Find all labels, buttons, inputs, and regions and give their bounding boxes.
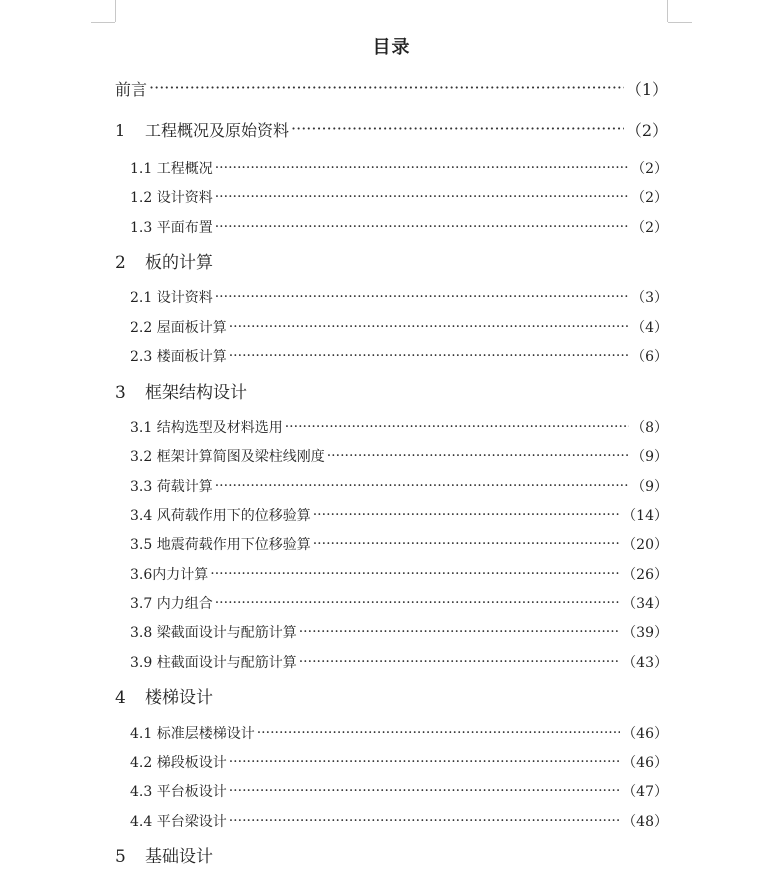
- toc-entry-section[interactable]: [130, 316, 668, 338]
- toc-entry-section[interactable]: [130, 810, 668, 832]
- leader-dots: [215, 475, 629, 497]
- leader-dots: [215, 592, 620, 614]
- chapter-title: 工程概况及原始资料: [145, 120, 290, 140]
- toc-entry-label: 4.4 平台梁设计: [130, 814, 227, 830]
- toc-entry-label: 3.2 框架计算简图及梁柱线刚度: [130, 449, 325, 465]
- leader-dots: [229, 345, 629, 367]
- toc-entry-page: （43）: [622, 655, 668, 671]
- chapter-number: 1: [115, 120, 126, 140]
- toc-entry-page: （46）: [622, 755, 668, 771]
- toc-entry-section[interactable]: [130, 780, 668, 802]
- toc-entry-section[interactable]: [130, 621, 668, 643]
- toc-entry-page: （9）: [631, 479, 668, 495]
- leader-dots: [229, 780, 620, 802]
- toc-entry-section[interactable]: [130, 216, 668, 238]
- leader-dots: [313, 533, 620, 555]
- leader-dots: [215, 157, 629, 179]
- toc-entry-label: 3.1 结构选型及材料选用: [130, 420, 283, 436]
- leader-dots: [215, 186, 629, 208]
- toc-chapter-heading[interactable]: [115, 842, 213, 867]
- toc-entry-label: 1.1 工程概况: [130, 161, 213, 177]
- toc-entry-page: （46）: [622, 726, 668, 742]
- toc-entry-preface[interactable]: [115, 77, 668, 99]
- leader-dots: [215, 286, 629, 308]
- toc-entry-page: （2）: [631, 161, 668, 177]
- toc-entry-page: （4）: [631, 320, 668, 336]
- leader-dots: [215, 216, 629, 238]
- leader-dots: [229, 316, 629, 338]
- toc-entry-section[interactable]: [130, 592, 668, 614]
- toc-entry-page: （20）: [622, 537, 668, 553]
- toc-entry-section[interactable]: [130, 157, 668, 179]
- toc-entry-page: （1）: [625, 79, 668, 99]
- toc-entry-page: （39）: [622, 625, 668, 641]
- chapter-title: 楼梯设计: [145, 688, 213, 708]
- toc-entry-label: 4.3 平台板设计: [130, 784, 227, 800]
- page-corner-mark-top-right: [667, 0, 668, 22]
- toc-entry-label: 2.2 屋面板计算: [130, 320, 227, 336]
- leader-dots: [229, 810, 620, 832]
- toc-entry-label: 3.7 内力组合: [130, 596, 213, 612]
- leader-dots: [210, 563, 620, 585]
- chapter-number: 5: [115, 847, 126, 867]
- toc-entry-label: 3.6内力计算: [130, 567, 209, 583]
- toc-entry-label: 3.5 地震荷载作用下位移验算: [130, 537, 311, 553]
- toc-entry-page: （8）: [631, 420, 668, 436]
- toc-entry-label: 3.8 梁截面设计与配筋计算: [130, 625, 297, 641]
- toc-title: 目录: [372, 37, 411, 58]
- toc-entry-section[interactable]: [130, 475, 668, 497]
- chapter-number: 4: [115, 688, 126, 708]
- toc-entry-section[interactable]: [130, 751, 668, 773]
- chapter-title: 框架结构设计: [145, 383, 247, 403]
- chapter-title: 基础设计: [145, 847, 213, 867]
- toc-entry-chapter-1[interactable]: [115, 118, 668, 140]
- toc-entry-label: 1.2 设计资料: [130, 190, 213, 206]
- toc-chapter-heading[interactable]: [115, 248, 213, 273]
- toc-entry-label: 3.3 荷载计算: [130, 479, 213, 495]
- toc-entry-page: （26）: [622, 567, 668, 583]
- toc-entry-label: [115, 118, 289, 141]
- toc-entry-label: 4.1 标准层楼梯设计: [130, 726, 255, 742]
- toc-entry-page: （34）: [622, 596, 668, 612]
- toc-entry-section[interactable]: [130, 286, 668, 308]
- leader-dots: [299, 651, 620, 673]
- toc-entry-page: （3）: [631, 290, 668, 306]
- toc-chapter-heading[interactable]: [115, 683, 213, 708]
- toc-entry-page: （2）: [625, 120, 668, 140]
- leader-dots: [229, 751, 620, 773]
- chapter-number: 3: [115, 383, 126, 403]
- page-corner-mark-top-right-h: [668, 22, 692, 23]
- toc-entry-label: 2.3 楼面板计算: [130, 349, 227, 365]
- chapter-title: 板的计算: [145, 253, 213, 273]
- leader-dots: [149, 77, 624, 99]
- toc-entry-section[interactable]: [130, 504, 668, 526]
- leader-dots: [285, 416, 629, 438]
- toc-entry-label: 3.4 风荷载作用下的位移验算: [130, 508, 311, 524]
- toc-entry-label: 4.2 梯段板设计: [130, 755, 227, 771]
- toc-entry-page: （9）: [631, 449, 668, 465]
- toc-entry-label: 2.1 设计资料: [130, 290, 213, 306]
- page-corner-mark-top-left: [115, 0, 116, 22]
- leader-dots: [257, 722, 620, 744]
- toc-entry-section[interactable]: [130, 416, 668, 438]
- leader-dots: [291, 118, 624, 140]
- page-corner-mark-top-left-h: [91, 22, 115, 23]
- toc-entry-label: 1.3 平面布置: [130, 220, 213, 236]
- toc-entry-section[interactable]: [130, 345, 668, 367]
- toc-entry-label: 3.9 柱截面设计与配筋计算: [130, 655, 297, 671]
- toc-entry-section[interactable]: [130, 563, 668, 585]
- toc-chapter-heading[interactable]: [115, 378, 247, 403]
- leader-dots: [299, 621, 620, 643]
- toc-entry-section[interactable]: [130, 651, 668, 673]
- toc-entry-page: （2）: [631, 190, 668, 206]
- chapter-number: 2: [115, 253, 126, 273]
- toc-entry-page: （14）: [622, 508, 668, 524]
- toc-entry-section[interactable]: [130, 722, 668, 744]
- toc-entry-page: （6）: [631, 349, 668, 365]
- toc-entry-section[interactable]: [130, 533, 668, 555]
- leader-dots: [313, 504, 620, 526]
- leader-dots: [327, 445, 629, 467]
- toc-entry-section[interactable]: [130, 186, 668, 208]
- toc-entry-section[interactable]: [130, 445, 668, 467]
- toc-entry-page: （2）: [631, 220, 668, 236]
- toc-entry-page: （47）: [622, 784, 668, 800]
- toc-entry-label: 前言: [115, 79, 148, 99]
- toc-entry-page: （48）: [622, 814, 668, 830]
